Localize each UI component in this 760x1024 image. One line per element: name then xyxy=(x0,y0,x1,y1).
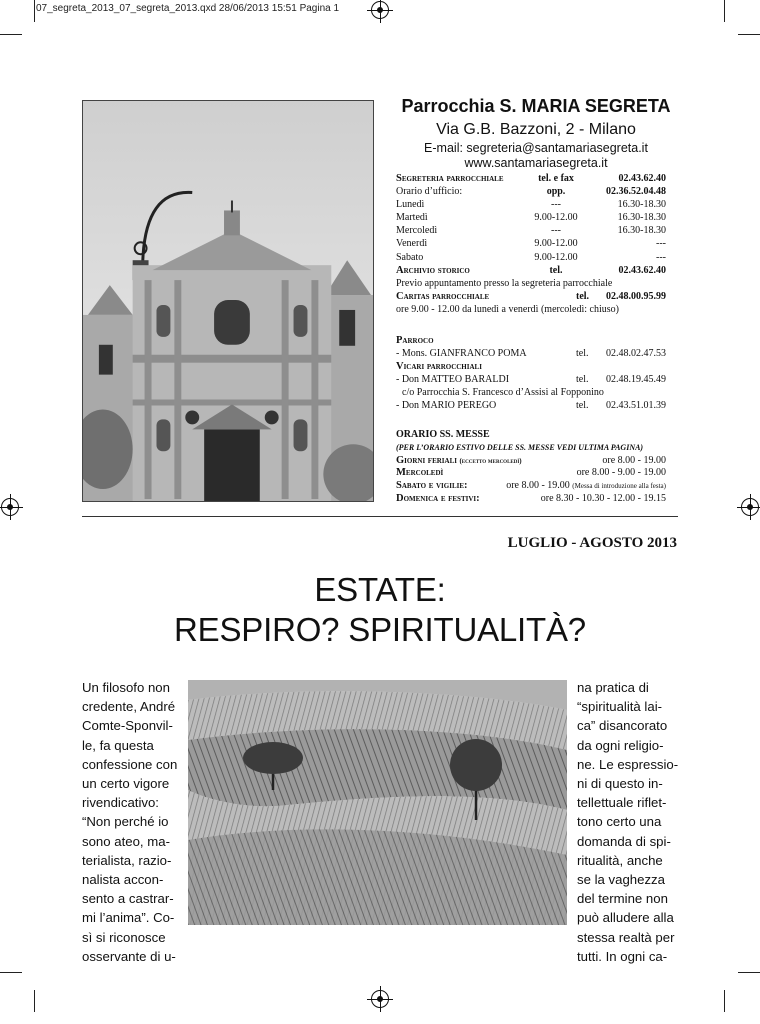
day-afternoon: 16.30-18.30 xyxy=(617,212,666,224)
day-name: Martedì xyxy=(396,212,428,224)
vicar-name: - Don MARIO PEREGO xyxy=(396,400,497,412)
vicar-tel-label: tel. xyxy=(576,400,589,412)
parish-name: Parrocchia S. MARIA SEGRETA xyxy=(401,96,671,116)
sabato-label: Sabato e vigilie: xyxy=(396,480,468,492)
day-afternoon: --- xyxy=(656,251,666,263)
day-name: Venerdì xyxy=(396,238,428,250)
text-line: se la vaghezza xyxy=(577,872,665,888)
text-line: da ogni religio- xyxy=(577,737,664,753)
parroco-heading-row xyxy=(396,334,666,347)
caritas-phone: 02.48.00.95.99 xyxy=(606,290,666,302)
text-line: tellettuale riflet- xyxy=(577,795,667,811)
archive-row xyxy=(396,264,666,277)
office-hours-phone: 02.36.52.04.48 xyxy=(606,186,666,198)
parroco-tel: 02.48.02.47.53 xyxy=(606,348,666,360)
feriali-times: ore 8.00 - 19.00 xyxy=(602,454,666,466)
vicar-row xyxy=(396,373,666,386)
text-line: ni di questo in- xyxy=(577,776,663,792)
day-afternoon: 16.30-18.30 xyxy=(617,199,666,211)
text-line: mi l’anima”. Co- xyxy=(82,910,175,926)
crop-mark xyxy=(738,34,760,35)
vicari-heading-row xyxy=(396,360,666,373)
mercoledi-row xyxy=(396,466,666,479)
caritas-type: tel. xyxy=(576,290,590,302)
caritas-hours-row xyxy=(396,303,666,316)
text-line: sento a castrar- xyxy=(82,891,174,907)
text-line: confessione con xyxy=(82,756,178,772)
vicari-heading: Vicari parrocchiali xyxy=(396,361,482,373)
feriali-label: Giorni feriali xyxy=(396,454,457,466)
archive-phone: 02.43.62.40 xyxy=(618,264,666,276)
day-name: Mercoledì xyxy=(396,225,438,237)
vicar-note: c/o Parrocchia S. Francesco d’Assisi al Fopponino xyxy=(402,387,604,399)
parish-email[interactable]: E-mail: segreteria@santamariasegreta.it xyxy=(424,141,648,155)
text-line: sì si riconosce xyxy=(82,929,166,945)
mass-note-row xyxy=(396,441,666,454)
day-name: Sabato xyxy=(396,251,424,263)
sabato-row xyxy=(396,479,666,492)
archive-note-row xyxy=(396,277,666,290)
registration-mark-icon xyxy=(371,990,389,1008)
text-line: le, fa questa xyxy=(82,737,154,753)
sabato-note: (Messa di introduzione alla festa) xyxy=(572,482,666,491)
day-afternoon: --- xyxy=(656,238,666,250)
text-line: tutti. In ogni ca- xyxy=(577,948,668,964)
crop-mark xyxy=(34,0,35,22)
archive-note: Previo appuntamento presso la segreteria parrocchiale xyxy=(396,277,613,289)
archive-type: tel. xyxy=(549,264,563,276)
mass-note: (PER L’ORARIO ESTIVO DELLE SS. MESSE VEDI ULTIMA PAGINA) xyxy=(396,442,644,452)
text-line: rivendicativo: xyxy=(82,795,159,811)
headline-line-2: RESPIRO? SPIRITUALITÀ? xyxy=(174,611,586,648)
text-line: Un filosofo non xyxy=(82,680,170,695)
section-divider xyxy=(82,516,678,517)
text-line: ca” disancorato xyxy=(577,718,668,734)
text-line: Comte-Sponvil- xyxy=(82,718,173,734)
crop-mark xyxy=(0,972,22,973)
caritas-hours: ore 9.00 - 12.00 da lunedì a venerdì (mercoledì: chiuso) xyxy=(396,303,619,315)
crop-mark xyxy=(724,0,725,22)
day-row xyxy=(396,211,666,224)
day-morning: 9.00-12.00 xyxy=(534,212,578,224)
crop-mark xyxy=(34,990,35,1012)
domenica-label: Domenica e festivi: xyxy=(396,492,480,504)
parroco-name: - Mons. GIANFRANCO POMA xyxy=(396,348,527,360)
headline-line-1: ESTATE: xyxy=(314,571,446,608)
vicar-tel: 02.48.19.45.49 xyxy=(606,374,666,386)
landscape-photo xyxy=(188,680,567,925)
vicar-tel: 02.43.51.01.39 xyxy=(606,400,666,412)
domenica-times: ore 8.30 - 10.30 - 12.00 - 19.15 xyxy=(540,492,666,504)
archive-label: Archivio storico xyxy=(396,264,470,276)
text-line: ne. Le espressio- xyxy=(577,756,679,772)
mass-title: ORARIO SS. MESSE xyxy=(396,429,490,440)
text-line: terialista, razio- xyxy=(82,852,172,868)
day-morning: 9.00-12.00 xyxy=(534,238,578,250)
article-column-right xyxy=(577,678,677,966)
parish-website[interactable]: www.santamariasegreta.it xyxy=(464,156,608,170)
text-line: domanda di spi- xyxy=(577,833,671,849)
crop-mark xyxy=(0,34,22,35)
office-hours-row xyxy=(396,185,666,198)
vicar-name: - Don MATTEO BARALDI xyxy=(396,374,510,386)
mercoledi-times: ore 8.00 - 9.00 - 19.00 xyxy=(576,467,666,479)
feriali-sub: (eccetto mercoledì) xyxy=(459,456,522,465)
text-line: stessa realtà per xyxy=(577,929,675,945)
day-row xyxy=(396,237,666,250)
day-afternoon: 16.30-18.30 xyxy=(617,225,666,237)
text-line: tono certo una xyxy=(577,814,662,830)
day-row xyxy=(396,198,666,211)
office-info xyxy=(396,172,666,316)
text-line: nalista accon- xyxy=(82,872,164,888)
office-hours-type: opp. xyxy=(546,186,566,198)
sabato-times: ore 8.00 - 19.00 xyxy=(506,480,570,492)
mass-schedule xyxy=(396,428,666,505)
vicar-row xyxy=(396,399,666,412)
text-line: del termine non xyxy=(577,891,668,907)
crop-mark xyxy=(724,990,725,1012)
text-line: “Non perché io xyxy=(82,814,169,830)
day-morning: 9.00-12.00 xyxy=(534,251,578,263)
vicar-tel-label: tel. xyxy=(576,374,589,386)
day-morning: --- xyxy=(551,225,561,237)
secretariat-type: tel. e fax xyxy=(538,173,574,184)
text-line: un certo vigore xyxy=(82,776,170,792)
clergy-info xyxy=(396,334,666,413)
text-line: na pratica di xyxy=(577,680,649,695)
text-line: ritualità, anche xyxy=(577,852,663,868)
parroco-row xyxy=(396,347,666,360)
registration-mark-icon xyxy=(741,498,759,516)
day-morning: --- xyxy=(551,199,561,211)
text-line: osservante di u- xyxy=(82,948,176,964)
article-headline xyxy=(80,570,680,650)
day-name: Lunedì xyxy=(396,199,425,211)
print-slug: 07_segreta_2013_07_segreta_2013.qxd 28/06/2013 15:51 Pagina 1 xyxy=(36,3,340,14)
feriali-row xyxy=(396,454,666,467)
text-line: credente, André xyxy=(82,699,176,715)
parish-address: Via G.B. Bazzoni, 2 - Milano xyxy=(436,121,636,138)
secretariat-phone: 02.43.62.40 xyxy=(618,173,666,184)
caritas-row xyxy=(396,290,666,303)
parroco-heading: Parroco xyxy=(396,335,434,346)
registration-mark-icon xyxy=(1,498,19,516)
secretariat-row xyxy=(396,172,666,185)
mass-title-row xyxy=(396,428,666,441)
church-photo xyxy=(82,100,374,502)
mercoledi-label: Mercoledì xyxy=(396,467,444,479)
parroco-tel-label: tel. xyxy=(576,348,589,360)
office-hours-label: Orario d’ufficio: xyxy=(396,186,463,198)
day-row xyxy=(396,224,666,237)
day-row xyxy=(396,251,666,264)
text-line: “spiritualità lai- xyxy=(577,699,663,715)
text-line: può alludere alla xyxy=(577,910,674,926)
issue-date: LUGLIO - AGOSTO 2013 xyxy=(507,535,677,551)
text-line: sono ateo, ma- xyxy=(82,833,170,849)
domenica-row xyxy=(396,492,666,505)
registration-mark-icon xyxy=(371,1,389,19)
article-column-left xyxy=(82,678,178,966)
caritas-label: Caritas parrocchiale xyxy=(396,290,490,302)
crop-mark xyxy=(738,972,760,973)
secretariat-label: Segreteria parrocchiale xyxy=(396,173,504,184)
vicar-note-row xyxy=(396,386,666,399)
